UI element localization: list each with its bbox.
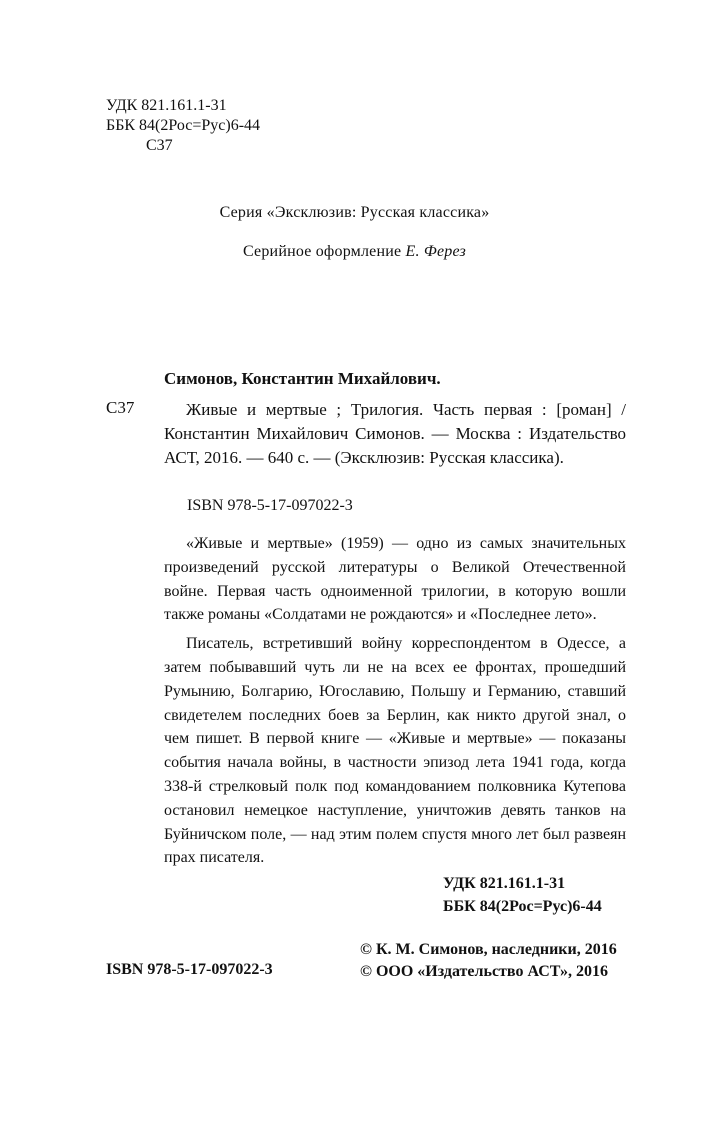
design-credit-author: Е. Ферез <box>405 243 466 260</box>
top-classification-codes <box>106 96 260 156</box>
series-title: Серия «Эксклюзив: Русская классика» <box>219 204 490 221</box>
bbk-code: ББК 84(2Рос=Рус)6-44 <box>106 117 261 134</box>
record-isbn: ISBN 978-5-17-097022-3 <box>187 497 353 514</box>
bibliographic-description: Живые и мертвые ; Трилогия. Часть первая : [роман] / Константин Михайлович Симонов. — Москва : Издательство АСТ, 2016. — 640 с. — (Эксклюзив: Русская классика). <box>164 400 626 467</box>
annotation <box>164 532 626 870</box>
udk-code: УДК 821.161.1-31 <box>106 97 227 114</box>
bottom-udk-code: УДК 821.161.1-31 <box>443 875 566 892</box>
card-author-mark: С37 <box>106 398 135 417</box>
annotation-paragraph-2: Писатель, встретивший войну корреспондентом в Одессе, а затем побывавший чуть ли не на всех ее фронтах, прошедший Румынию, Болгарию, Югославию, Польшу и Германию, ставший свидетелем последних боев за Берлин, как никто другой знал, о чем пишет. В первой книге — «Живые и мертвые» — показаны события начала войны, в частности эпизод лета 1941 года, когда 338-й стрелковый полк под командованием полковника Кутепова остановил немецкое наступление, уничтожив девять танков на Буйничском поле, — над этим полем спустя много лет был развеян прах писателя. <box>164 635 626 867</box>
copyright-block <box>360 939 617 983</box>
series-design-credit <box>0 243 709 261</box>
copyright-publisher: © ООО «Издательство АСТ», 2016 <box>360 963 609 980</box>
annotation-paragraph-1: «Живые и мертвые» (1959) — одно из самых значительных произведений русской литературы о Великой Отечественной войне. Первая часть одноименной трилогии, в которую вошли также романы «Солдатами не рождаются» и «Последнее лето». <box>164 535 626 624</box>
bottom-classification-codes <box>443 872 602 918</box>
design-credit-label: Серийное оформление <box>242 243 402 260</box>
copyright-author: © К. М. Симонов, наследники, 2016 <box>360 941 617 958</box>
bottom-bbk-code: ББК 84(2Рос=Рус)6-44 <box>443 898 602 915</box>
isbn-bottom: ISBN 978-5-17-097022-3 <box>106 961 273 978</box>
author-mark: С37 <box>146 137 173 154</box>
author-heading: Симонов, Константин Михайлович. <box>164 369 441 388</box>
